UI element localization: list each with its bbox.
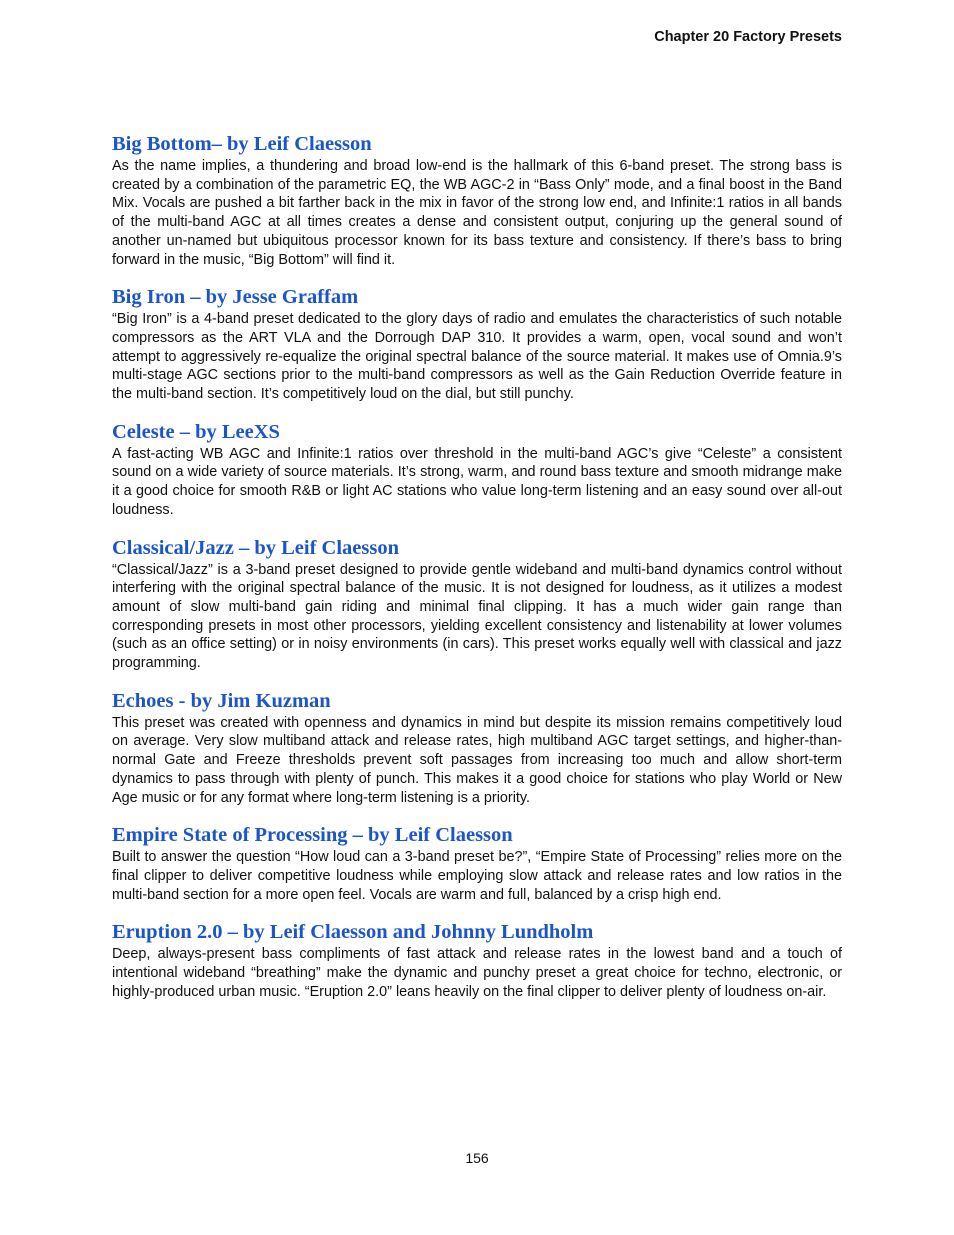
- page-number: 156: [465, 1150, 489, 1166]
- preset-description: This preset was created with openness and dynamics in mind but despite its mission remains competitively loud on average. Very slow multiband attack and release rates, high multiband AGC target settings, and higher-than-normal Gate and Freeze thresholds prevent soft passages from increasing too much and allow short-term dynamics to pass through with plenty of punch. This makes it a good choice for stations who play World or New Age music or for any format where long-term listening is a priority.: [112, 714, 842, 806]
- preset-section-empire-state: [112, 822, 842, 904]
- preset-section-big-bottom: [112, 131, 842, 269]
- preset-description: Deep, always-present bass compliments of fast attack and release rates in the lowest band and a touch of intentional wideband “breathing” make the dynamic and punchy preset a great choice for techno, electronic, or highly-produced urban music. “Eruption 2.0” leans heavily on the final clipper to deliver plenty of loudness on-air.: [112, 946, 842, 1000]
- preset-description: Built to answer the question “How loud can a 3-band preset be?”, “Empire State of Processing” relies more on the final clipper to deliver competitive loudness while employing slow attack and release rates and low ratios in the multi-band section for a more open feel. Vocals are warm and full, balanced by a crisp high end.: [112, 849, 842, 903]
- preset-section-celeste: [112, 419, 842, 520]
- preset-title: Big Bottom– by Leif Claesson: [112, 133, 372, 155]
- preset-description: A fast-acting WB AGC and Infinite:1 ratios over threshold in the multi-band AGC’s give “Celeste” a consistent sound on a wide variety of source materials. It’s strong, warm, and round bass texture and smooth midrange make it a good choice for smooth R&B or light AC stations who value long-term listening and an easy sound over all-out loudness.: [112, 445, 842, 518]
- preset-description: As the name implies, a thundering and broad low-end is the hallmark of this 6-band preset. The strong bass is created by a combination of the parametric EQ, the WB AGC-2 in “Bass Only” mode, and a final boost in the Band Mix. Vocals are pushed a bit farther back in the mix in favor of the strong low end, and Infinite:1 ratios in all bands of the multi-band AGC at all times creates a dense and consistent output, conjuring up the general sound of another un-named but ubiquitous processor known for its bass texture and consistency. If there’s bass to bring forward in the music, “Big Bottom” will find it.: [112, 158, 842, 268]
- preset-section-big-iron: [112, 284, 842, 404]
- preset-description: “Big Iron” is a 4-band preset dedicated to the glory days of radio and emulates the characteristics of such notable compressors as the ART VLA and the Dorrough DAP 310. It provides a warm, open, vocal sound and won’t attempt to aggressively re-equalize the original spectral balance of the source material. It makes use of Omnia.9’s multi-stage AGC sections prior to the multi-band compressors as well as the Gain Reduction Override feature in the multi-band section. It’s competitively loud on the dial, but still punchy.: [112, 311, 842, 403]
- page-content: [112, 131, 842, 1017]
- preset-title: Eruption 2.0 – by Leif Claesson and Johnny Lundholm: [112, 921, 594, 944]
- preset-section-classical-jazz: [112, 535, 842, 673]
- preset-section-eruption: [112, 919, 842, 1001]
- running-header: Chapter 20 Factory Presets: [654, 29, 842, 45]
- preset-description: “Classical/Jazz” is a 3-band preset designed to provide gentle wideband and multi-band dynamics control without interfering with the original spectral balance of the music. It is not designed for loudness, as it utilizes a modest amount of slow multi-band gain riding and minimal final clipping. It has a much wider gain range than corresponding presets in most other processors, yielding excellent consistency and listenability at lower volumes (such as an office setting) or in noisy environments (in cars). This preset works equally well with classical and jazz programming.: [112, 561, 842, 672]
- preset-title: Big Iron – by Jesse Graffam: [112, 286, 359, 309]
- preset-section-echoes: [112, 688, 842, 808]
- preset-title: Echoes - by Jim Kuzman: [112, 689, 331, 712]
- preset-title: Celeste – by LeeXS: [112, 420, 280, 443]
- preset-title: Empire State of Processing – by Leif Claesson: [112, 824, 513, 847]
- preset-title: Classical/Jazz – by Leif Claesson: [112, 536, 399, 559]
